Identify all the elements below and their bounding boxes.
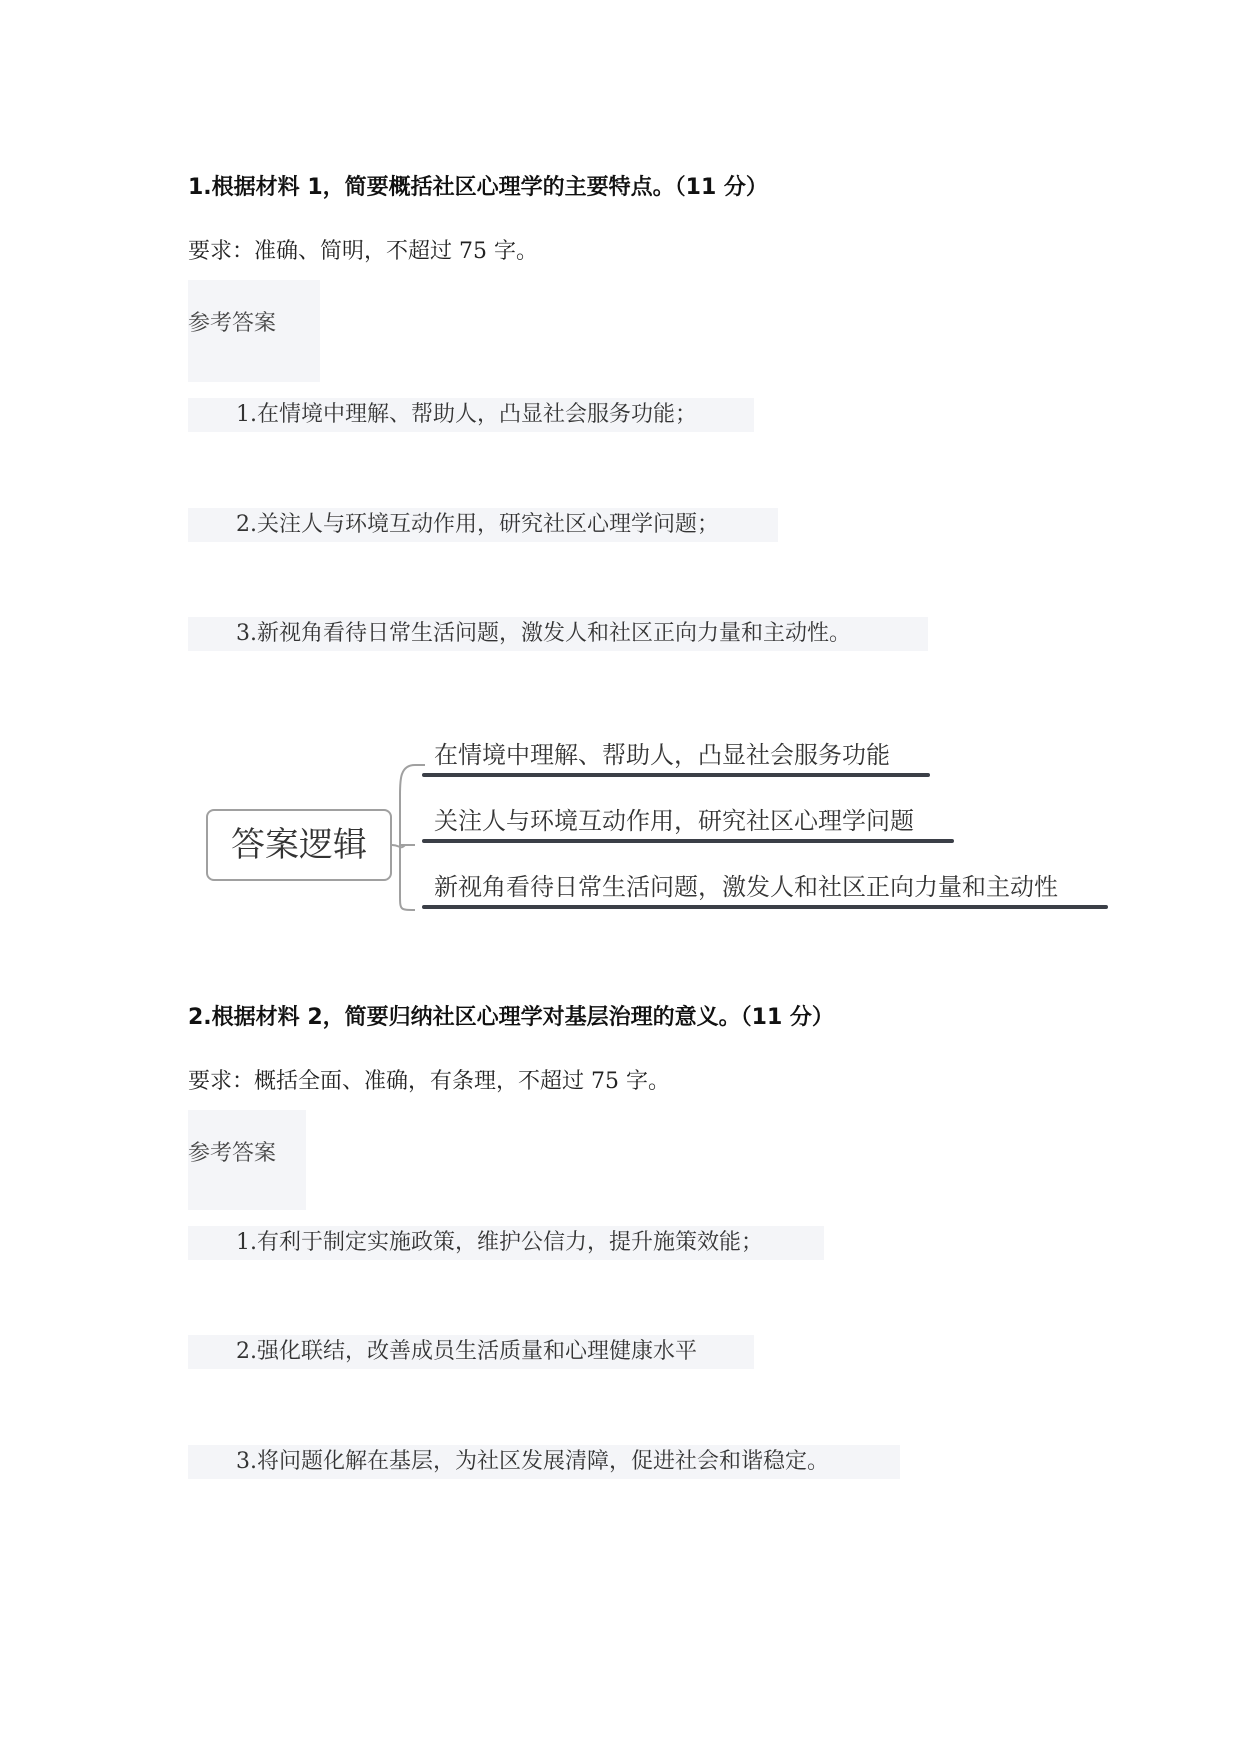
question-2-reference-label xyxy=(188,1110,306,1210)
reference-label-text: 参考答案 xyxy=(188,1141,277,1166)
question-1-answer-2: 2.关注人与环境互动作用，研究社区心理学问题； xyxy=(188,508,778,542)
reference-label-text: 参考答案 xyxy=(188,311,277,336)
mindmap-branch-2: 关注人与环境互动作用，研究社区心理学问题 xyxy=(434,807,914,835)
question-1-reference-label xyxy=(188,280,320,382)
mindmap-branch-1-underline xyxy=(422,773,930,777)
question-2-answer-2: 2.强化联结，改善成员生活质量和心理健康水平 xyxy=(188,1335,754,1369)
mindmap-branch-3-underline xyxy=(422,905,1108,909)
question-1-answer-3: 3.新视角看待日常生活问题，激发人和社区正向力量和主动性。 xyxy=(188,617,928,651)
question-1-title: 1.根据材料 1，简要概括社区心理学的主要特点。（11 分） xyxy=(188,175,768,200)
question-1-requirement: 要求：准确、简明，不超过 75 字。 xyxy=(188,239,538,264)
mindmap-branch-2-underline xyxy=(422,839,954,843)
mindmap-root: 答案逻辑 xyxy=(206,809,392,881)
question-1-answer-1: 1.在情境中理解、帮助人，凸显社会服务功能； xyxy=(188,398,754,432)
mindmap-branch-1: 在情境中理解、帮助人，凸显社会服务功能 xyxy=(434,741,890,769)
mindmap-branch-3: 新视角看待日常生活问题，激发人和社区正向力量和主动性 xyxy=(434,873,1058,901)
answer-logic-mindmap xyxy=(200,735,1120,925)
question-2-answer-3: 3.将问题化解在基层，为社区发展清障，促进社会和谐稳定。 xyxy=(188,1445,900,1479)
question-2-requirement: 要求：概括全面、准确，有条理，不超过 75 字。 xyxy=(188,1069,670,1094)
question-2-title: 2.根据材料 2，简要归纳社区心理学对基层治理的意义。（11 分） xyxy=(188,1005,834,1030)
question-2-answer-1: 1.有利于制定实施政策，维护公信力，提升施策效能； xyxy=(188,1226,824,1260)
